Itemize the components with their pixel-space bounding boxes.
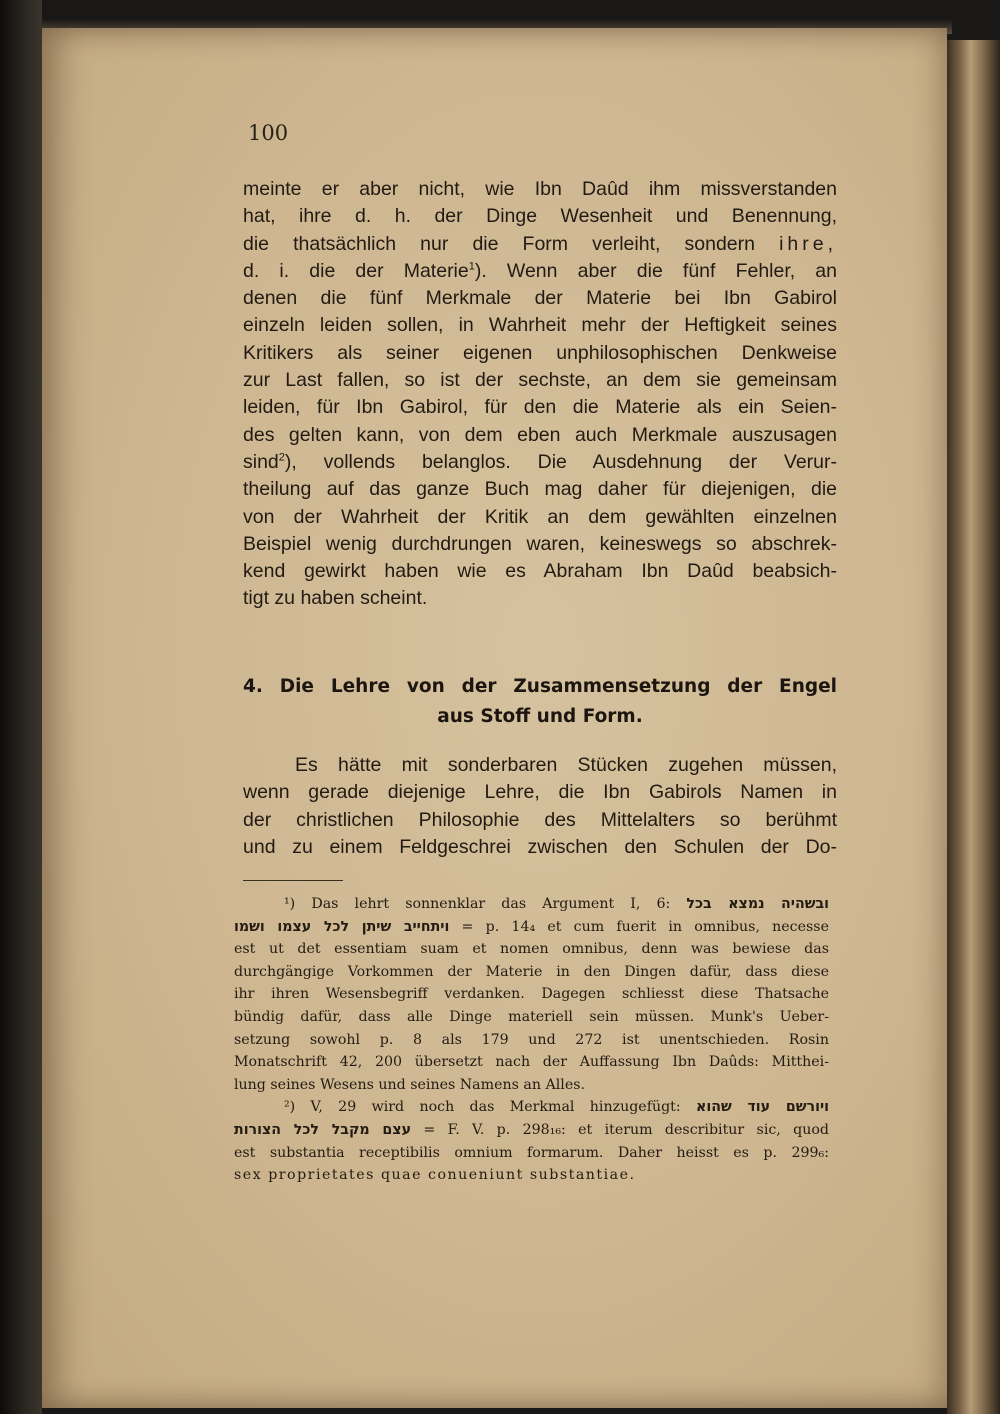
hebrew-text: ויתחייב שיתן לכל עצמו ושמו — [234, 918, 450, 935]
footnote-line — [234, 916, 829, 939]
footnote-ref-1[interactable]: 1 — [468, 260, 475, 273]
text-line: Es hätte mit sonderbaren Stücken zugehen müssen, — [295, 754, 837, 776]
hebrew-text: ויורשם עוד שהוא — [696, 1099, 829, 1116]
footnote-line: setzung sowohl p. 8 als 179 und 272 ist unentschieden. Rosin — [234, 1031, 829, 1048]
text-line: zur Last fallen, so ist der sechste, an dem sie gemeinsam — [243, 369, 837, 392]
hebrew-text: עצם מקבל לכל הצורות — [234, 1121, 412, 1138]
section-heading — [243, 672, 837, 732]
text-segment: d. i. die der Materie — [243, 259, 469, 282]
text-line: des gelten kann, von dem eben auch Merkmale auszusagen — [243, 423, 837, 446]
text-segment: sind — [243, 450, 279, 473]
footnote-line: durchgängige Vorkommen der Materie in den Dingen dafür, dass diese — [234, 963, 829, 980]
text-line — [243, 231, 837, 258]
text-segment: ), vollends belanglos. Die Ausdehnung der Verur- — [284, 450, 837, 473]
hebrew-text: ובשהיה נמצא בכל — [686, 896, 829, 912]
page-number: 100 — [248, 121, 289, 145]
text-line: kend gewirkt haben wie es Abraham Ibn Daûd beabsich- — [243, 560, 837, 583]
footnote-line — [234, 893, 829, 916]
text-line: Kritikers als seiner eigenen unphilosophischen Denkweise — [243, 341, 837, 364]
text-line: wenn gerade diejenige Lehre, die Ibn Gabirols Namen in — [243, 781, 837, 804]
text-line: Beispiel wenig durchdrungen waren, keineswegs so abschrek- — [243, 532, 837, 555]
text-line: meinte er aber nicht, wie Ibn Daûd ihm missverstanden — [243, 178, 837, 200]
heading-line-1: 4. Die Lehre von der Zusammensetzung der Engel — [243, 676, 837, 697]
spaced-word: ihre, — [779, 232, 837, 255]
footnote-ref-2[interactable]: 2 — [278, 451, 285, 464]
text-line: und zu einem Feldgeschrei zwischen den Schulen der Do- — [243, 835, 837, 858]
text-segment: = F. V. p. 298₁₆: et iterum describitur sic, quod — [423, 1121, 829, 1138]
footnote-line: sex proprietates quae conueniunt substantiae. — [234, 1167, 636, 1184]
text-segment: die thatsächlich nur die Form verleiht, sondern — [243, 232, 755, 255]
text-line: von der Wahrheit der Kritik an dem gewählten einzelnen — [243, 505, 837, 528]
heading-line-2: aus Stoff und Form. — [437, 706, 643, 727]
book-cover-edge — [0, 0, 42, 1414]
text-line: hat, ihre d. h. der Dinge Wesenheit und Benennung, — [243, 205, 837, 228]
footnote-line: lung seines Wesens und seines Namens an Alles. — [234, 1076, 586, 1093]
footnote-line: ihr ihren Wesensbegriff verdanken. Dagegen schliesst diese Thatsache — [234, 986, 829, 1003]
text-line — [243, 449, 837, 476]
footnote-line — [234, 1096, 829, 1119]
footnote-divider — [243, 880, 343, 881]
text-line — [243, 258, 837, 285]
text-segment: ¹) Das lehrt sonnenklar das Argument I, 6: — [284, 896, 671, 912]
footnote-line: bündig dafür, dass alle Dinge materiell sein müssen. Munk's Ueber- — [234, 1008, 829, 1025]
footnote-line: est substantia receptibilis omnium formarum. Daher heisst es p. 299₆: — [234, 1144, 829, 1161]
text-line: der christlichen Philosophie des Mittelalters so berühmt — [243, 808, 837, 831]
footnote-line: est ut det essentiam suam et nomen omnibus, denn was bewiese das — [234, 941, 829, 958]
paragraph-1 — [243, 176, 837, 613]
footnote-line: Monatschrift 42, 200 übersetzt nach der Auffassung Ibn Daûds: Mitthei- — [234, 1054, 829, 1071]
text-line: tigt zu haben scheint. — [243, 587, 428, 610]
footnote-line — [234, 1119, 829, 1142]
text-segment: = p. 14₄ et cum fuerit in omnibus, necesse — [461, 918, 829, 935]
text-line: theilung auf das ganze Buch mag daher für diejenigen, die — [243, 478, 837, 501]
footnotes — [234, 893, 829, 1187]
text-line: denen die fünf Merkmale der Materie bei Ibn Gabirol — [243, 287, 837, 310]
page-stack-edge — [947, 40, 1000, 1414]
text-line: einzeln leiden sollen, in Wahrheit mehr der Heftigkeit seines — [243, 314, 837, 337]
text-segment: ). Wenn aber die fünf Fehler, an — [474, 259, 837, 282]
paragraph-2 — [243, 752, 837, 861]
text-segment: ²) V, 29 wird noch das Merkmal hinzugefügt: — [284, 1099, 681, 1116]
text-line: leiden, für Ibn Gabirol, für den die Materie als ein Seien- — [243, 396, 837, 419]
